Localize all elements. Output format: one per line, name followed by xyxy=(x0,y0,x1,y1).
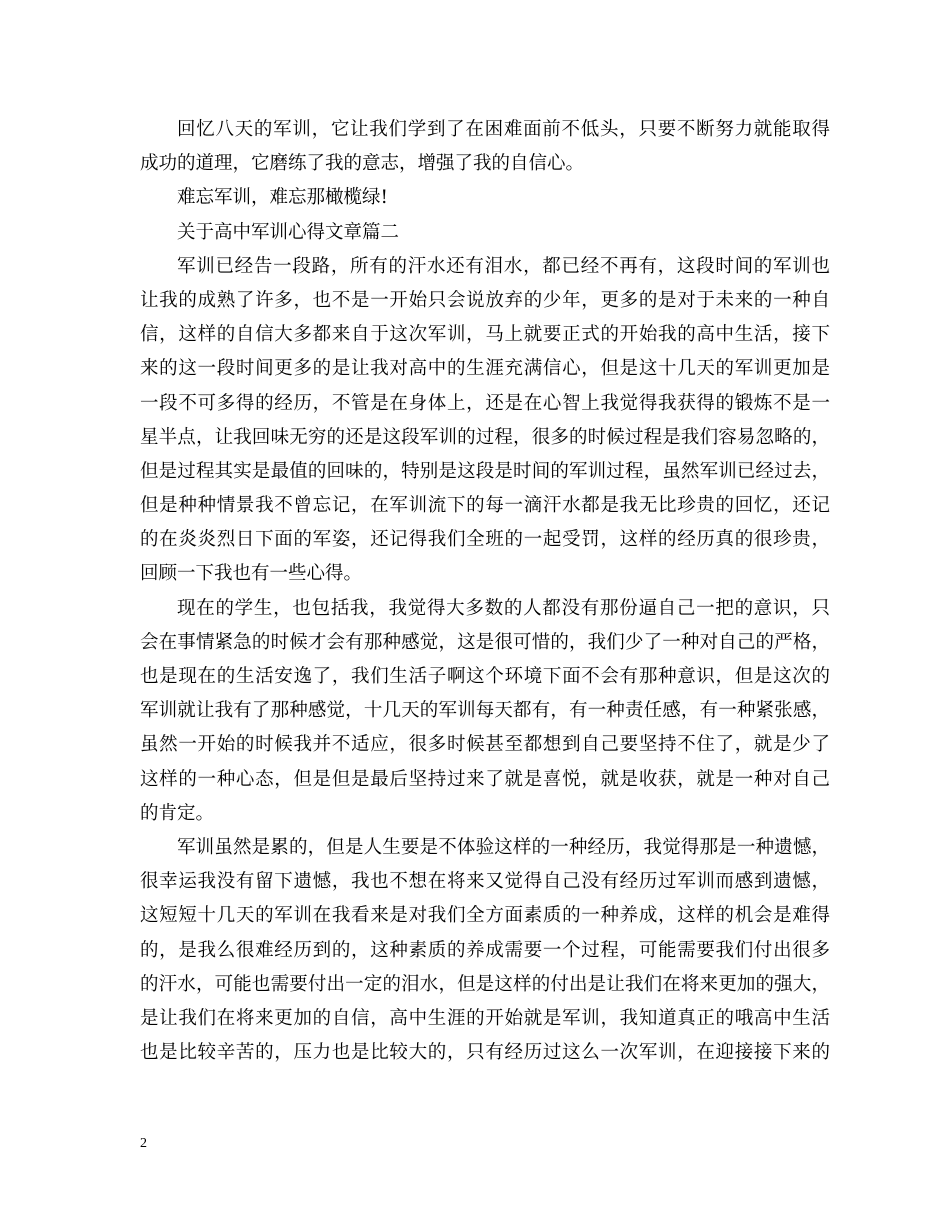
paragraph-4-line-1: 军训已经告一段路，所有的汗水还有泪水，都已经不再有，这段时间的军训也 xyxy=(177,255,830,277)
paragraph-4-line-8: 但是种种情景我不曾忘记，在军训流下的每一滴汗水都是我无比珍贵的回忆，还记 xyxy=(140,495,830,517)
paragraph-4-line-7: 但是过程其实是最值的回味的，特别是这段是时间的军训过程，虽然军训已经过去， xyxy=(140,460,830,482)
paragraph-4-line-10: 回顾一下我也有一些心得。 xyxy=(140,563,363,585)
section-heading: 关于高中军训心得文章篇二 xyxy=(177,221,400,243)
paragraph-1-line-2: 成功的道理，它磨练了我的意志，增强了我的自信心。 xyxy=(140,153,585,175)
paragraph-5-line-7: 的肯定。 xyxy=(140,802,215,824)
paragraph-1-line-1: 回忆八天的军训，它让我们学到了在困难面前不低头，只要不断努力就能取得 xyxy=(177,119,830,140)
paragraph-4-line-5: 一段不可多得的经历，不管是在身体上，还是在心智上我觉得我获得的锻炼不是一 xyxy=(140,392,830,414)
paragraph-6-line-1: 军训虽然是累的，但是人生要是不体验这样的一种经历，我觉得那是一种遗憾， xyxy=(177,836,830,858)
paragraph-5-line-2: 会在事情紧急的时候才会有那种感觉，这是很可惜的，我们少了一种对自己的严格， xyxy=(140,631,830,653)
paragraph-6-line-6: 是让我们在将来更加的自信，高中生涯的开始就是军训，我知道真正的哦高中生活 xyxy=(140,1007,830,1029)
paragraph-6-line-3: 这短短十几天的军训在我看来是对我们全方面素质的一种养成，这样的机会是难得 xyxy=(140,905,830,927)
paragraph-5-line-6: 这样的一种心态，但是但是最后坚持过来了就是喜悦，就是收获，就是一种对自己 xyxy=(140,768,830,790)
paragraph-4-line-6: 星半点，让我回味无穷的还是这段军训的过程，很多的时候过程是我们容易忽略的， xyxy=(140,426,830,448)
paragraph-4-line-2: 让我的成熟了许多，也不是一开始只会说放弃的少年，更多的是对于未来的一种自 xyxy=(140,289,830,311)
page-number: 2 xyxy=(140,1136,147,1151)
paragraph-6-line-4: 的，是我么很难经历到的，这种素质的养成需要一个过程，可能需要我们付出很多 xyxy=(140,939,830,961)
paragraph-5-line-4: 军训就让我有了那种感觉，十几天的军训每天都有，有一种责任感，有一种紧张感， xyxy=(140,700,830,722)
paragraph-4-line-3: 信，这样的自信大多都来自于这次军训，马上就要正式的开始我的高中生活，接下 xyxy=(140,324,830,346)
paragraph-4-line-4: 来的这一段时间更多的是让我对高中的生涯充满信心，但是这十几天的军训更加是 xyxy=(140,358,830,380)
paragraph-5-line-3: 也是现在的生活安逸了，我们生活子啊这个环境下面不会有那种意识，但是这次的 xyxy=(140,666,830,687)
paragraph-2-line-1: 难忘军训，难忘那橄榄绿! xyxy=(177,187,388,209)
paragraph-5-line-5: 虽然一开始的时候我并不适应，很多时候甚至都想到自己要坚持不住了，就是少了 xyxy=(140,734,830,756)
paragraph-5-line-1: 现在的学生，也包括我，我觉得大多数的人都没有那份逼自己一把的意识，只 xyxy=(177,597,830,619)
paragraph-6-line-2: 很幸运我没有留下遗憾，我也不想在将来又觉得自己没有经历过军训而感到遗憾， xyxy=(140,871,830,893)
document-body xyxy=(140,113,830,1070)
paragraph-4-line-9: 的在炎炎烈日下面的军姿，还记得我们全班的一起受罚，这样的经历真的很珍贵， xyxy=(140,529,830,551)
paragraph-6-line-7: 也是比较辛苦的，压力也是比较大的，只有经历过这么一次军训，在迎接接下来的 xyxy=(140,1042,830,1064)
paragraph-6-line-5: 的汗水，可能也需要付出一定的泪水，但是这样的付出是让我们在将来更加的强大， xyxy=(140,973,830,995)
